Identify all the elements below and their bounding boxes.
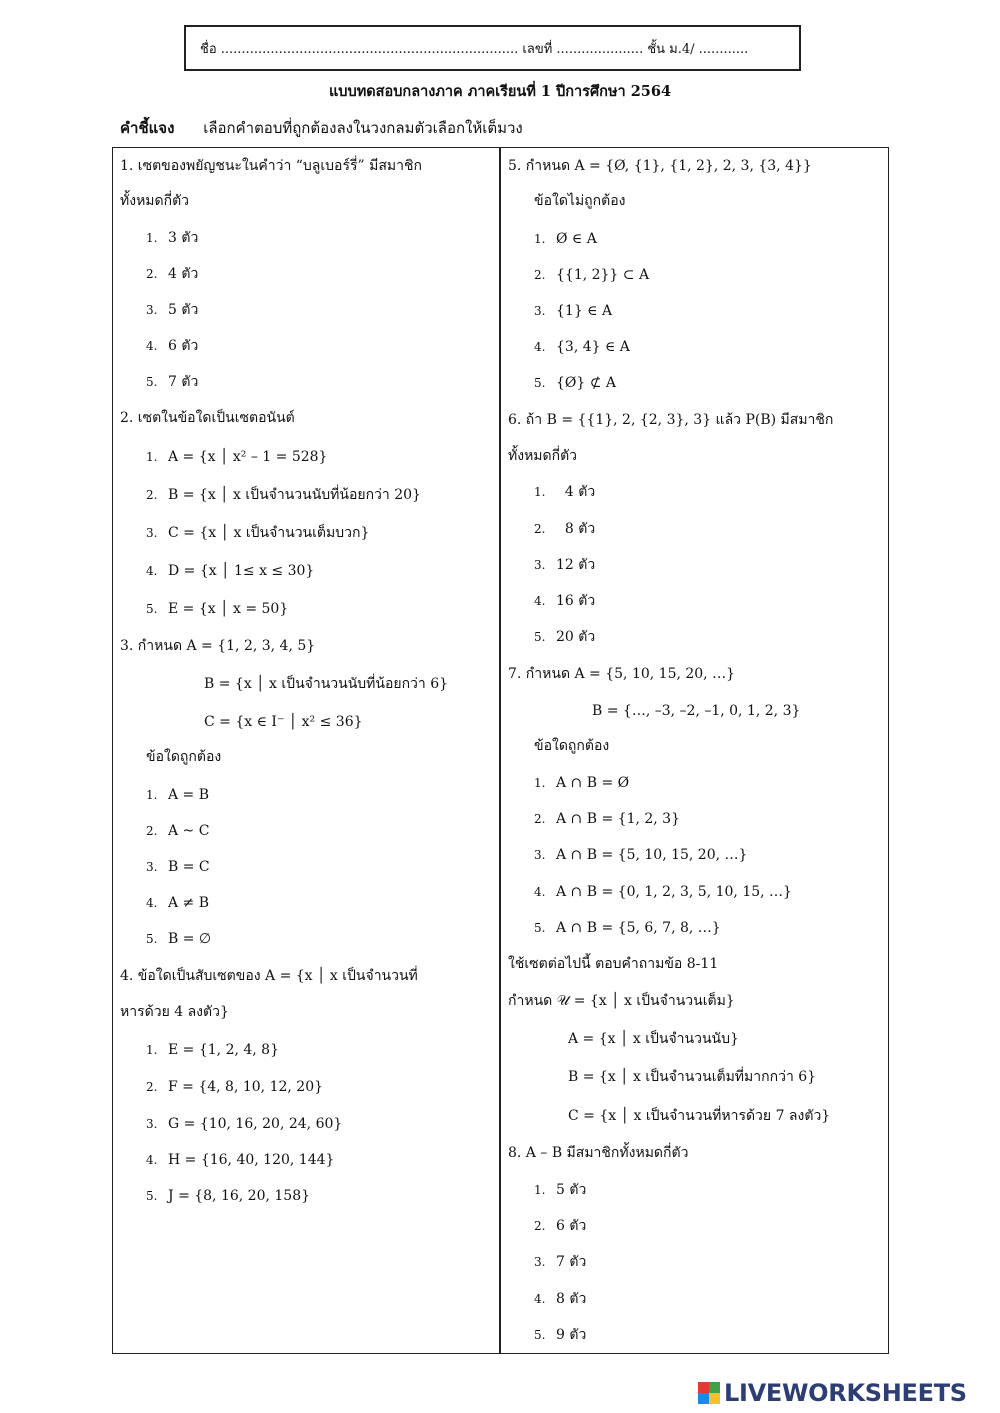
q4-option-1[interactable]: 1. E = {1, 2, 4, 8} bbox=[146, 1042, 279, 1058]
q5-option-2[interactable]: 2. {{1, 2}} ⊂ A bbox=[534, 267, 650, 283]
name-number-class-line: ชื่อ ........................................................................ เลขที่ ..................... ชั้น ม.4/ ............ bbox=[200, 41, 749, 57]
q8-option-2[interactable]: 2. 6 ตัว bbox=[534, 1218, 587, 1234]
q1-option-2[interactable]: 2. 4 ตัว bbox=[146, 266, 199, 282]
q4-option-5[interactable]: 5. J = {8, 16, 20, 158} bbox=[146, 1188, 311, 1204]
question-4-text-cont: หารด้วย 4 ลงตัว} bbox=[120, 1004, 229, 1020]
q1-option-5[interactable]: 5. 7 ตัว bbox=[146, 374, 199, 390]
q7-option-1[interactable]: 1. A ∩ B = Ø bbox=[534, 775, 630, 791]
q6-option-4[interactable]: 4. 16 ตัว bbox=[534, 593, 596, 609]
liveworksheets-brand-text: LIVEWORKSHEETS bbox=[724, 1379, 967, 1407]
q1-option-4[interactable]: 4. 6 ตัว bbox=[146, 338, 199, 354]
shared-sets-intro: ใช้เซตต่อไปนี้ ตอบคำถามข้อ 8-11 bbox=[508, 956, 719, 972]
q4-option-2[interactable]: 2. F = {4, 8, 10, 12, 20} bbox=[146, 1079, 324, 1095]
question-6-text: 6. ถ้า B = {{1}, 2, {2, 3}, 3} แล้ว P(B) มีสมาชิก bbox=[508, 412, 834, 428]
question-6-text-cont: ทั้งหมดกี่ตัว bbox=[508, 448, 578, 464]
q5-option-4[interactable]: 4. {3, 4} ∈ A bbox=[534, 339, 630, 355]
question-5-prompt: ข้อใดไม่ถูกต้อง bbox=[534, 193, 626, 209]
q3-option-3[interactable]: 3. B = C bbox=[146, 859, 210, 875]
question-4-text: 4. ข้อใดเป็นสับเซตของ A = {x │ x เป็นจำนวนที่ bbox=[120, 968, 418, 984]
q7-option-4[interactable]: 4. A ∩ B = {0, 1, 2, 3, 5, 10, 15, …} bbox=[534, 884, 792, 900]
liveworksheets-logo-icon bbox=[698, 1382, 720, 1404]
question-1-text: 1. เซตของพยัญชนะในคำว่า “บลูเบอร์รี่” มีสมาชิก bbox=[120, 158, 422, 174]
q2-option-2[interactable]: 2. B = {x │ x เป็นจำนวนนับที่น้อยกว่า 20} bbox=[146, 487, 421, 503]
q1-option-3[interactable]: 3. 5 ตัว bbox=[146, 302, 199, 318]
q7-option-5[interactable]: 5. A ∩ B = {5, 6, 7, 8, …} bbox=[534, 920, 721, 936]
question-7-prompt: ข้อใดถูกต้อง bbox=[534, 738, 610, 754]
q6-option-1[interactable]: 1. 4 ตัว bbox=[534, 484, 596, 500]
q2-option-4[interactable]: 4. D = {x │ 1≤ x ≤ 30} bbox=[146, 563, 315, 579]
q7-option-2[interactable]: 2. A ∩ B = {1, 2, 3} bbox=[534, 811, 680, 827]
q2-option-5[interactable]: 5. E = {x │ x = 50} bbox=[146, 601, 289, 617]
q3-option-4[interactable]: 4. A ≠ B bbox=[146, 895, 210, 911]
q5-option-3[interactable]: 3. {1} ∈ A bbox=[534, 303, 613, 319]
q3-option-5[interactable]: 5. B = ∅ bbox=[146, 931, 212, 947]
column-divider bbox=[499, 147, 501, 1354]
q4-option-3[interactable]: 3. G = {10, 16, 20, 24, 60} bbox=[146, 1116, 343, 1132]
question-3-text: 3. กำหนด A = {1, 2, 3, 4, 5} bbox=[120, 638, 316, 654]
q3-option-1[interactable]: 1. A = B bbox=[146, 787, 210, 803]
q1-option-1[interactable]: 1. 3 ตัว bbox=[146, 230, 199, 246]
q8-option-4[interactable]: 4. 8 ตัว bbox=[534, 1291, 587, 1307]
q3-option-2[interactable]: 2. A ~ C bbox=[146, 823, 210, 839]
question-7-text: 7. กำหนด A = {5, 10, 15, 20, …} bbox=[508, 666, 735, 682]
q6-option-2[interactable]: 2. 8 ตัว bbox=[534, 521, 596, 537]
q7-option-3[interactable]: 3. A ∩ B = {5, 10, 15, 20, …} bbox=[534, 847, 748, 863]
q4-option-4[interactable]: 4. H = {16, 40, 120, 144} bbox=[146, 1152, 335, 1168]
question-7-set-b: B = {…, –3, –2, –1, 0, 1, 2, 3} bbox=[592, 703, 801, 719]
set-c-definition: C = {x │ x เป็นจำนวนที่หารด้วย 7 ลงตัว} bbox=[568, 1108, 831, 1124]
q2-option-1[interactable]: 1. A = {x │ x² – 1 = 528} bbox=[146, 449, 328, 465]
question-3-set-b: B = {x │ x เป็นจำนวนนับที่น้อยกว่า 6} bbox=[204, 676, 449, 692]
q8-option-5[interactable]: 5. 9 ตัว bbox=[534, 1327, 587, 1343]
directions-text: เลือกคำตอบที่ถูกต้องลงในวงกลมตัวเลือกให้เต็มวง bbox=[203, 119, 523, 137]
page-title: แบบทดสอบกลางภาค ภาคเรียนที่ 1 ปีการศึกษา 2564 bbox=[328, 83, 672, 100]
student-info-box bbox=[184, 25, 801, 71]
q2-option-3[interactable]: 3. C = {x │ x เป็นจำนวนเต็มบวก} bbox=[146, 525, 370, 541]
set-b-definition: B = {x │ x เป็นจำนวนเต็มที่มากกว่า 6} bbox=[568, 1069, 817, 1085]
q6-option-5[interactable]: 5. 20 ตัว bbox=[534, 629, 596, 645]
question-5-text: 5. กำหนด A = {Ø, {1}, {1, 2}, 2, 3, {3, 4}} bbox=[508, 158, 812, 174]
q5-option-1[interactable]: 1. Ø ∈ A bbox=[534, 231, 597, 247]
universal-set-definition: กำหนด 𝒰 = {x │ x เป็นจำนวนเต็ม} bbox=[508, 993, 735, 1009]
liveworksheets-logo[interactable] bbox=[698, 1376, 967, 1410]
directions-label: คำชี้แจง bbox=[120, 119, 175, 137]
question-8-text: 8. A – B มีสมาชิกทั้งหมดกี่ตัว bbox=[508, 1145, 689, 1161]
q8-option-1[interactable]: 1. 5 ตัว bbox=[534, 1182, 587, 1198]
q6-option-3[interactable]: 3. 12 ตัว bbox=[534, 557, 596, 573]
question-3-prompt: ข้อใดถูกต้อง bbox=[146, 749, 222, 765]
question-2-text: 2. เซตในข้อใดเป็นเซตอนันต์ bbox=[120, 410, 295, 426]
q5-option-5[interactable]: 5. {Ø} ⊄ A bbox=[534, 375, 617, 391]
question-1-text-cont: ทั้งหมดกี่ตัว bbox=[120, 193, 190, 209]
set-a-definition: A = {x │ x เป็นจำนวนนับ} bbox=[568, 1031, 739, 1047]
q8-option-3[interactable]: 3. 7 ตัว bbox=[534, 1254, 587, 1270]
directions bbox=[120, 116, 523, 140]
question-3-set-c: C = {x ∈ I⁻ │ x² ≤ 36} bbox=[204, 714, 363, 730]
